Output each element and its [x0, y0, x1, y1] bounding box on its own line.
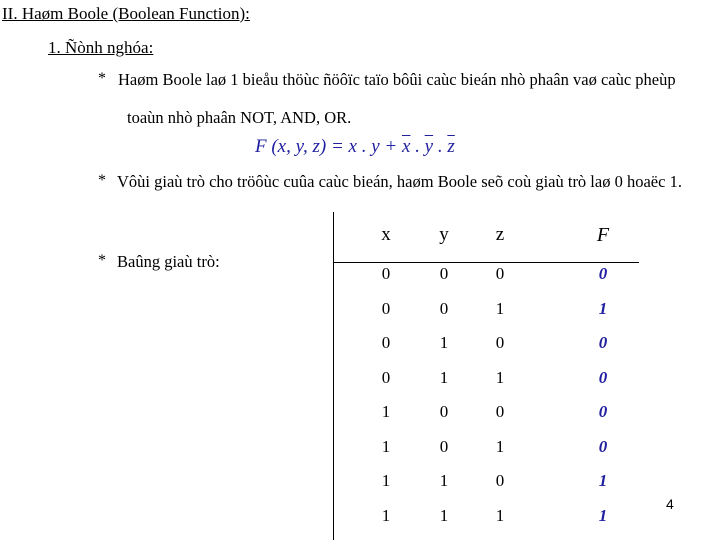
table-cell-col-f-row6: 0	[598, 436, 608, 456]
table-cell-col-f-row4: 0	[598, 367, 608, 387]
table-cell-col-y-row4: 1	[439, 367, 449, 387]
table-header-col-f: F	[596, 224, 610, 246]
subsection-title: 1. Ñònh nghóa:	[48, 38, 154, 57]
bullet-marker-3: *	[98, 252, 106, 269]
table-cell-col-f-row5: 0	[598, 402, 608, 421]
formula-prefix: F (x, y, z) = x . y +	[255, 136, 402, 157]
formula-dot-1: .	[410, 136, 425, 157]
table-cell-col-z-row4: 1	[495, 367, 505, 387]
table-cell-col-z-row3: 0	[495, 333, 505, 352]
bullet-marker-2: *	[98, 172, 106, 189]
table-cell-col-x-row7: 1	[381, 471, 391, 490]
table-cell-col-f-row2: 1	[598, 298, 608, 318]
truth-table	[333, 212, 639, 540]
bullet-definition-line2: toaùn nhò phaân NOT, AND, OR.	[127, 108, 352, 127]
table-cell-col-x-row3: 0	[381, 333, 391, 352]
table-cell-col-z-row1: 0	[495, 264, 505, 283]
table-cell-col-f-row8: 1	[598, 505, 608, 525]
table-cell-col-f-row7: 1	[598, 471, 608, 490]
table-cell-col-x-row6: 1	[381, 436, 391, 456]
table-cell-col-y-row6: 0	[439, 436, 449, 456]
table-cell-col-z-row2: 1	[495, 298, 505, 318]
table-cell-col-y-row7: 1	[439, 471, 449, 490]
table-cell-col-y-row8: 1	[439, 505, 449, 525]
table-header-divider	[334, 262, 639, 263]
table-cell-col-f-row1: 0	[598, 264, 608, 283]
table-cell-col-y-row2: 0	[439, 298, 449, 318]
table-cell-col-z-row8: 1	[495, 505, 505, 525]
boolean-formula	[255, 136, 455, 158]
slide-number: 4	[666, 496, 674, 512]
section-title: II. Haøm Boole (Boolean Function):	[2, 4, 250, 23]
bullet-marker-1: *	[98, 70, 106, 87]
table-cell-col-z-row6: 1	[495, 436, 505, 456]
table-cell-col-x-row4: 0	[381, 367, 391, 387]
table-cell-col-y-row5: 0	[439, 402, 449, 421]
table-header-col-x: x	[381, 224, 391, 245]
table-cell-col-x-row8: 1	[381, 505, 391, 525]
table-cell-col-x-row1: 0	[381, 264, 391, 283]
formula-not-x: $\overline{x}$	[401, 136, 411, 157]
formula-not-z: $\overline{z}$	[447, 136, 455, 157]
table-cell-col-x-row2: 0	[381, 298, 391, 318]
bullet-values: Vôùi giaù trò cho tröôùc cuûa caùc bieán, haøm Boole seõ coù giaù trò laø 0 hoaëc 1.	[117, 172, 682, 191]
formula-dot-2: .	[433, 136, 448, 157]
table-cell-col-z-row5: 0	[495, 402, 505, 421]
table-cell-col-z-row7: 0	[495, 471, 505, 490]
bullet-table-label: Baûng giaù trò:	[117, 252, 220, 271]
formula-not-y: $\overline{y}$	[424, 136, 434, 157]
table-cell-col-x-row5: 1	[381, 402, 391, 421]
table-cell-col-y-row1: 0	[439, 264, 449, 283]
table-header-col-y: y	[439, 224, 449, 245]
table-cell-col-f-row3: 0	[598, 333, 608, 352]
bullet-definition-line1: Haøm Boole laø 1 bieåu thöùc ñöôïc taïo bôûi caùc bieán nhò phaân vaø caùc pheùp	[118, 70, 676, 89]
table-header-col-z: z	[495, 224, 505, 245]
table-cell-col-y-row3: 1	[439, 333, 449, 352]
